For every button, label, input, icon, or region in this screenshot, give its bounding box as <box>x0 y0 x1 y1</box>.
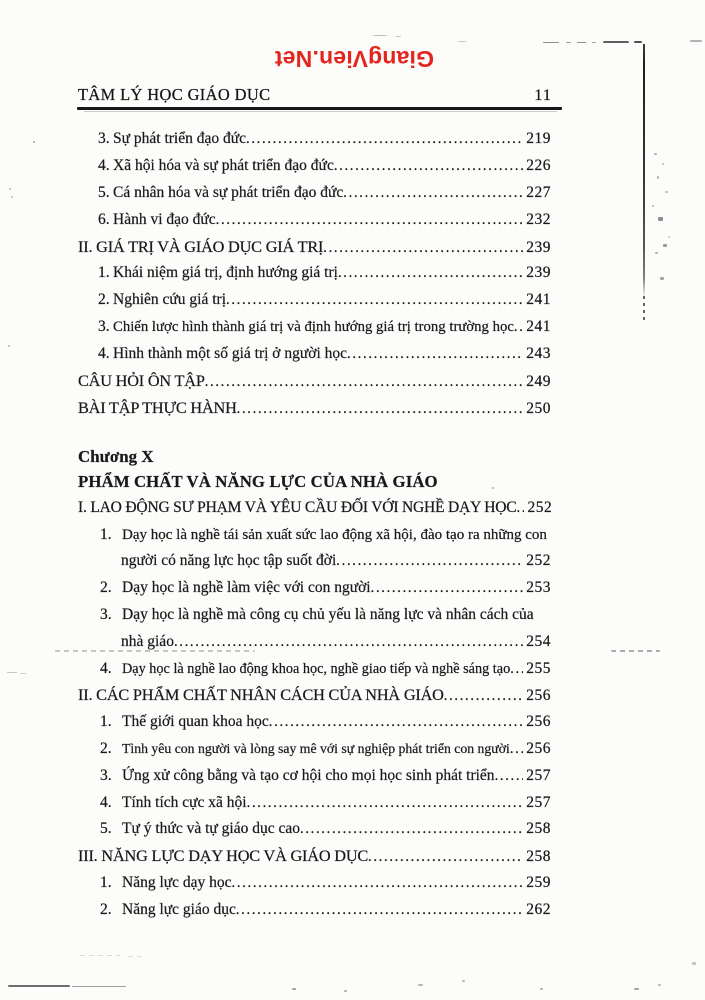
scan-artifact <box>660 277 664 280</box>
row-page-number: 256 <box>526 687 551 705</box>
toc-row <box>78 709 551 736</box>
dot-leader <box>205 369 524 396</box>
row-number: 1. <box>100 525 112 543</box>
toc-row <box>78 287 551 314</box>
toc-row <box>78 816 551 843</box>
scan-artifact <box>458 41 466 42</box>
scan-artifact <box>543 42 559 44</box>
row-title: nhà giáo <box>121 632 174 650</box>
row-page-number: 226 <box>526 156 551 174</box>
row-number: 3. <box>98 130 110 147</box>
row-title: Xã hội hóa và sự phát triển đạo đức <box>113 156 334 174</box>
dot-leader <box>510 736 523 763</box>
scan-artifact <box>492 487 494 489</box>
dot-leader <box>514 314 523 341</box>
row-number: 2. <box>100 900 112 918</box>
row-title: Tự ý thức và tự giáo dục cao <box>122 820 300 838</box>
scan-artifact <box>634 41 642 43</box>
toc-row <box>78 153 551 180</box>
dot-leader <box>338 260 523 287</box>
row-page-number: 262 <box>526 900 551 918</box>
toc-row <box>78 763 551 790</box>
toc-row <box>78 548 551 575</box>
watermark-text: GiangVien.Net <box>274 46 434 72</box>
scan-edge-line-tail <box>643 296 645 324</box>
row-number: 3. <box>100 766 112 784</box>
toc <box>78 126 551 924</box>
row-number: 1. <box>100 873 112 891</box>
toc-row <box>78 522 551 549</box>
scan-artifact <box>128 956 146 957</box>
toc-row <box>78 207 551 234</box>
row-title: Cá nhân hóa và sự phát triển đạo đức <box>113 183 344 201</box>
toc-row <box>78 790 551 817</box>
dot-leader <box>237 396 524 423</box>
row-title: Dạy học là nghề lao động khoa học, nghề giao tiếp và nghề sáng tạo <box>122 660 511 677</box>
row-page-number: 249 <box>526 373 551 391</box>
header-page-number: 11 <box>534 86 552 104</box>
row-title: người có năng lực học tập suốt đời <box>121 552 337 570</box>
row-title: I. LAO ĐỘNG SƯ PHẠM VÀ YÊU CẦU ĐỐI VỚI NGHỀ DẠY HỌC <box>78 498 517 516</box>
toc-row <box>78 843 551 870</box>
scan-artifact <box>72 986 126 987</box>
header-title: TÂM LÝ HỌC GIÁO DỤC <box>78 85 271 104</box>
dot-leader <box>516 495 524 522</box>
scan-artifact <box>657 176 659 179</box>
row-page-number: 254 <box>526 632 551 650</box>
row-page-number: 256 <box>526 713 551 731</box>
scan-artifact <box>658 217 663 221</box>
row-page-number: 232 <box>526 210 551 228</box>
row-page-number: 258 <box>526 848 551 866</box>
scan-artifact <box>577 42 586 44</box>
scan-artifact <box>654 153 657 155</box>
dot-leader <box>269 709 523 736</box>
toc-row <box>78 260 551 287</box>
row-number: 2. <box>98 291 110 309</box>
row-title: Sự phát triển đạo đức <box>113 130 247 147</box>
row-number: 2. <box>100 579 112 597</box>
dot-leader <box>336 548 523 575</box>
toc-row <box>78 469 551 495</box>
row-title: Ứng xử công bằng và tạo cơ hội cho mọi học sinh phát triển <box>122 766 495 784</box>
page-header <box>78 84 552 106</box>
toc-row <box>78 126 551 153</box>
scan-artifact <box>292 988 296 990</box>
row-title: II. GIÁ TRỊ VÀ GIÁO DỤC GIÁ TRỊ <box>78 236 324 256</box>
dot-leader <box>232 870 524 897</box>
row-title: Khái niệm giá trị, định hướng giá trị <box>113 264 338 282</box>
row-title: Tính tích cực xã hội <box>122 793 247 811</box>
row-page-number: 219 <box>526 130 551 147</box>
dot-leader <box>343 180 523 207</box>
toc-row <box>78 575 551 602</box>
scan-artifact <box>55 650 255 652</box>
row-number: 3. <box>98 318 110 336</box>
scan-artifact <box>8 985 70 987</box>
toc-gap <box>78 422 551 444</box>
dot-leader <box>300 816 523 843</box>
row-title: PHẨM CHẤT VÀ NĂNG LỰC CỦA NHÀ GIÁO <box>78 472 438 492</box>
row-title: II. CÁC PHẨM CHẤT NHÂN CÁCH CỦA NHÀ GIÁO <box>78 685 444 705</box>
row-page-number: 250 <box>526 399 551 417</box>
scan-artifact <box>462 980 465 982</box>
row-title: III. NĂNG LỰC DẠY HỌC VÀ GIÁO DỤC <box>78 846 369 866</box>
header-rule-shadow <box>84 111 557 112</box>
row-number: 1. <box>100 713 112 731</box>
row-page-number: 239 <box>526 238 551 256</box>
scan-artifact <box>634 988 639 990</box>
dot-leader <box>347 341 523 368</box>
scan-artifact <box>33 141 35 143</box>
scan-artifact <box>611 650 660 652</box>
row-title: Hành vi đạo đức <box>113 210 216 228</box>
row-number: 4. <box>100 659 112 677</box>
row-page-number: 243 <box>526 345 551 363</box>
row-number: 6. <box>98 210 110 228</box>
dot-leader <box>247 790 524 817</box>
scan-artifact <box>692 962 696 965</box>
toc-row <box>78 314 551 341</box>
toc-row <box>78 495 551 522</box>
scan-edge-line <box>643 44 645 298</box>
scan-artifact <box>662 163 664 165</box>
scan-artifact <box>592 42 596 44</box>
row-title: Năng lực giáo dục <box>122 900 236 918</box>
row-page-number: 253 <box>526 579 551 597</box>
row-title: Dạy học là nghề làm việc với con người <box>122 579 371 597</box>
row-number: 1. <box>98 264 110 282</box>
dot-leader <box>334 153 523 180</box>
toc-row <box>78 656 551 683</box>
row-title: Chiến lược hình thành giá trị và định hướng giá trị trong trường học <box>113 319 514 336</box>
row-number: 2. <box>100 739 112 757</box>
row-page-number: 256 <box>526 739 551 757</box>
scan-artifact <box>8 345 10 347</box>
row-title: Năng lực dạy học <box>122 873 232 891</box>
toc-row <box>78 870 551 897</box>
scan-artifact <box>663 244 667 247</box>
row-title: Tình yêu con người và lòng say mê với sự nghiệp phát triển con người <box>122 740 510 756</box>
scan-artifact <box>668 236 670 238</box>
dot-leader <box>236 897 523 924</box>
dot-leader <box>246 126 523 153</box>
scan-artifact <box>603 41 629 43</box>
toc-row <box>78 897 551 924</box>
row-page-number: 252 <box>527 498 553 516</box>
row-page-number: 257 <box>526 793 551 811</box>
scan-artifact <box>11 196 13 198</box>
row-title: Dạy học là nghề tái sản xuất sức lao động xã hội, đào tạo ra những con <box>122 526 547 543</box>
scan-artifact <box>20 673 26 674</box>
toc-row <box>78 682 551 709</box>
row-number: 5. <box>98 183 110 201</box>
scan-artifact <box>396 36 401 37</box>
row-title: Thế giới quan khoa học <box>122 713 269 731</box>
row-title: BÀI TẬP THỰC HÀNH <box>78 397 237 417</box>
scan-artifact <box>418 984 423 986</box>
row-page-number: 239 <box>526 264 551 282</box>
toc-row <box>78 444 551 470</box>
dot-leader <box>216 207 524 234</box>
toc-row <box>78 736 551 763</box>
scan-artifact <box>344 990 347 992</box>
row-title: CÂU HỎI ÔN TẬP <box>78 371 205 391</box>
scan-artifact <box>540 988 543 990</box>
row-title: Nghiên cứu giá trị <box>113 291 226 309</box>
scan-artifact <box>655 252 658 254</box>
row-number: 4. <box>98 156 110 174</box>
row-title: Hình thành một số giá trị ở người học <box>113 345 348 363</box>
dot-leader <box>371 575 524 602</box>
row-page-number: 259 <box>526 873 551 891</box>
row-page-number: 252 <box>526 552 551 570</box>
row-number: 4. <box>100 793 112 811</box>
row-title: Chương X <box>78 446 154 466</box>
dot-leader <box>444 683 524 710</box>
dot-leader <box>226 287 523 314</box>
row-page-number: 257 <box>526 766 551 784</box>
scan-artifact <box>7 672 17 673</box>
dot-leader <box>510 656 523 683</box>
scan-artifact <box>566 42 571 44</box>
dot-leader <box>323 235 523 262</box>
toc-row <box>78 234 551 261</box>
row-page-number: 227 <box>526 183 551 201</box>
dot-leader <box>495 763 524 790</box>
row-title: Dạy học là nghề mà công cụ chủ yếu là năng lực và nhân cách của <box>122 605 534 623</box>
toc-row <box>78 180 551 207</box>
scan-artifact <box>373 35 387 36</box>
toc-row <box>78 602 551 629</box>
toc-row <box>78 368 551 395</box>
scan-artifact <box>652 205 654 207</box>
row-page-number: 258 <box>526 820 551 838</box>
toc-row <box>78 395 551 422</box>
scan-artifact <box>690 40 702 42</box>
row-page-number: 241 <box>526 291 551 309</box>
toc-row <box>78 341 551 368</box>
row-number: 4. <box>98 345 110 363</box>
row-page-number: 255 <box>526 659 551 677</box>
header-rule <box>77 107 562 110</box>
scan-artifact <box>665 191 668 193</box>
scan-artifact <box>9 188 11 190</box>
scan-artifact <box>658 984 661 986</box>
row-page-number: 241 <box>526 318 551 336</box>
row-number: 3. <box>100 605 112 623</box>
row-number: 5. <box>100 820 112 838</box>
scan-artifact <box>80 955 120 956</box>
dot-leader <box>368 844 523 871</box>
